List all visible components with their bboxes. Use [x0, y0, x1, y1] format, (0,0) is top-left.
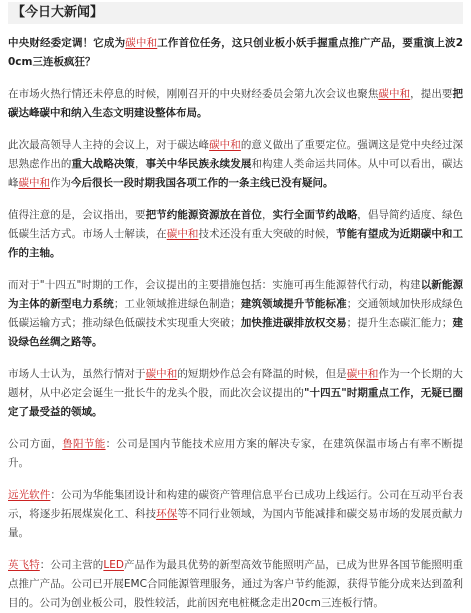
article-paragraph	[8, 206, 463, 263]
keyword-link[interactable]: 碳中和	[18, 177, 50, 189]
article-paragraph	[8, 556, 463, 613]
headline-text: 中央财经委定调！它成为	[8, 37, 126, 49]
bold-text: 建设绿色丝绸之路等。	[8, 317, 464, 348]
text: ；交通领域加快形成绿色低碳运输方式；推动绿色低碳技术实现重大突破；	[8, 298, 464, 329]
bold-text: 事关中华民族永续发展	[145, 158, 252, 170]
keyword-link[interactable]: LED	[103, 559, 124, 571]
bold-text: 今后很长一段时期我国各项工作的一条主线已没有疑问。	[71, 177, 334, 189]
text: 作为	[50, 177, 71, 189]
keyword-link[interactable]: 碳中和	[145, 368, 178, 380]
article-paragraph	[8, 276, 463, 352]
bold-text: "十四五"时期重点工作，无疑已圈定了最受益的领域。	[8, 387, 463, 418]
article-body	[8, 34, 463, 613]
text: 作为一个长期的大题材，从中必定会诞生一批长牛的龙头个股，而此次会议提出的	[8, 368, 464, 399]
text: 等不同行业领域，为国内节能减排和碳交易市场的发展贡献力量。	[8, 508, 464, 539]
text: ，提出要	[410, 88, 453, 100]
bold-text: 建筑领域提升节能标准	[240, 298, 347, 310]
article-paragraph	[8, 85, 463, 123]
keyword-link[interactable]: 碳中和	[209, 139, 241, 151]
text: 技术还没有重大突破的时候，	[198, 228, 337, 240]
stock-link[interactable]: 英飞特	[8, 559, 40, 571]
stock-link[interactable]: 远光软件	[8, 489, 51, 501]
keyword-link[interactable]: 碳中和	[346, 368, 379, 380]
keyword-link[interactable]: 碳中和	[166, 228, 199, 240]
article-paragraph	[8, 486, 463, 543]
bold-text: 把碳达峰碳中和纳入生态文明建设整体布局。	[8, 88, 464, 119]
text: 的短期炒作总会有降温的时候，但是	[177, 368, 347, 380]
article-paragraph	[8, 435, 463, 473]
text: ：公司主营的	[39, 559, 104, 571]
article-paragraph	[8, 136, 463, 193]
text: ：公司是国内节能技术应用方案的解决专家，在建筑保温市场占有率不断提升。	[8, 438, 464, 469]
section-header	[8, 2, 463, 24]
text: 和构建人类命运共同体。从中可以看出，碳达峰	[8, 158, 464, 189]
text: 值得注意的是，会议指出，要	[8, 209, 146, 221]
headline-text: 工作首位任务，这只创业板小妖手握重点推广产品，要重演上波20cm三连板疯狂？	[8, 37, 464, 68]
text: 此次最高领导人主持的会议上，对于碳达峰	[8, 139, 210, 151]
section-title: 【今日大新闻】	[12, 5, 104, 20]
text: ：公司为华能集团设计和构建的碳资产管理信息平台已成功上线运行。公司在互动平台表示，将逐步拓展煤炭化工、科技	[8, 489, 464, 520]
stock-link[interactable]: 鲁阳节能	[62, 438, 106, 450]
text: ；提升生态碳汇能力；	[346, 317, 453, 329]
text: ，	[262, 209, 273, 221]
keyword-link[interactable]: 环保	[156, 508, 178, 520]
text: ，	[135, 158, 146, 170]
bold-text: 把节约能源资源放在首位	[145, 209, 263, 221]
headline-paragraph	[8, 34, 463, 72]
text: ；工业领域推进绿色制造；	[113, 298, 241, 310]
text: 公司方面，	[8, 438, 63, 450]
news-page	[0, 2, 471, 609]
text: 在市场火热行情还未停息的时候，刚刚召开的中央财经委员会第九次会议也聚焦	[8, 88, 379, 100]
text: 而对于"十四五"时期的工作，会议提出的主要措施包括：实施可再生能源替代行动，构建	[8, 279, 421, 291]
text: 的意义做出了重要定位。强调这是党中央经过深思熟虑作出的	[8, 139, 464, 170]
text: ，倡导简约适度、绿色低碳生活方式。市场人士解读，在	[8, 209, 464, 240]
text: 市场人士认为，虽然行情对于	[8, 368, 146, 380]
article-paragraph	[8, 365, 463, 422]
bold-text: 加快推进碳排放权交易	[240, 317, 347, 329]
bold-text: 重大战略决策	[71, 158, 135, 170]
text: 产品作为最具优势的新型高效节能照明产品，已成为世界各国节能照明重点推广产品。公司已开展EMC合同能源管理服务，通过为客户节约能源，获得节能分成来达到盈利目的。公司为创业板公司，股性较活，此前因充电桩概念走出20cm三连板行情。	[8, 559, 464, 609]
bold-text: 实行全面节约战略	[272, 209, 358, 221]
keyword-link[interactable]: 碳中和	[378, 88, 411, 100]
keyword-link[interactable]: 碳中和	[125, 37, 158, 49]
bold-text: 以新能源为主体的新型电力系统	[8, 279, 463, 310]
bold-text: 节能有望成为近期碳中和工作的主轴。	[8, 228, 464, 259]
